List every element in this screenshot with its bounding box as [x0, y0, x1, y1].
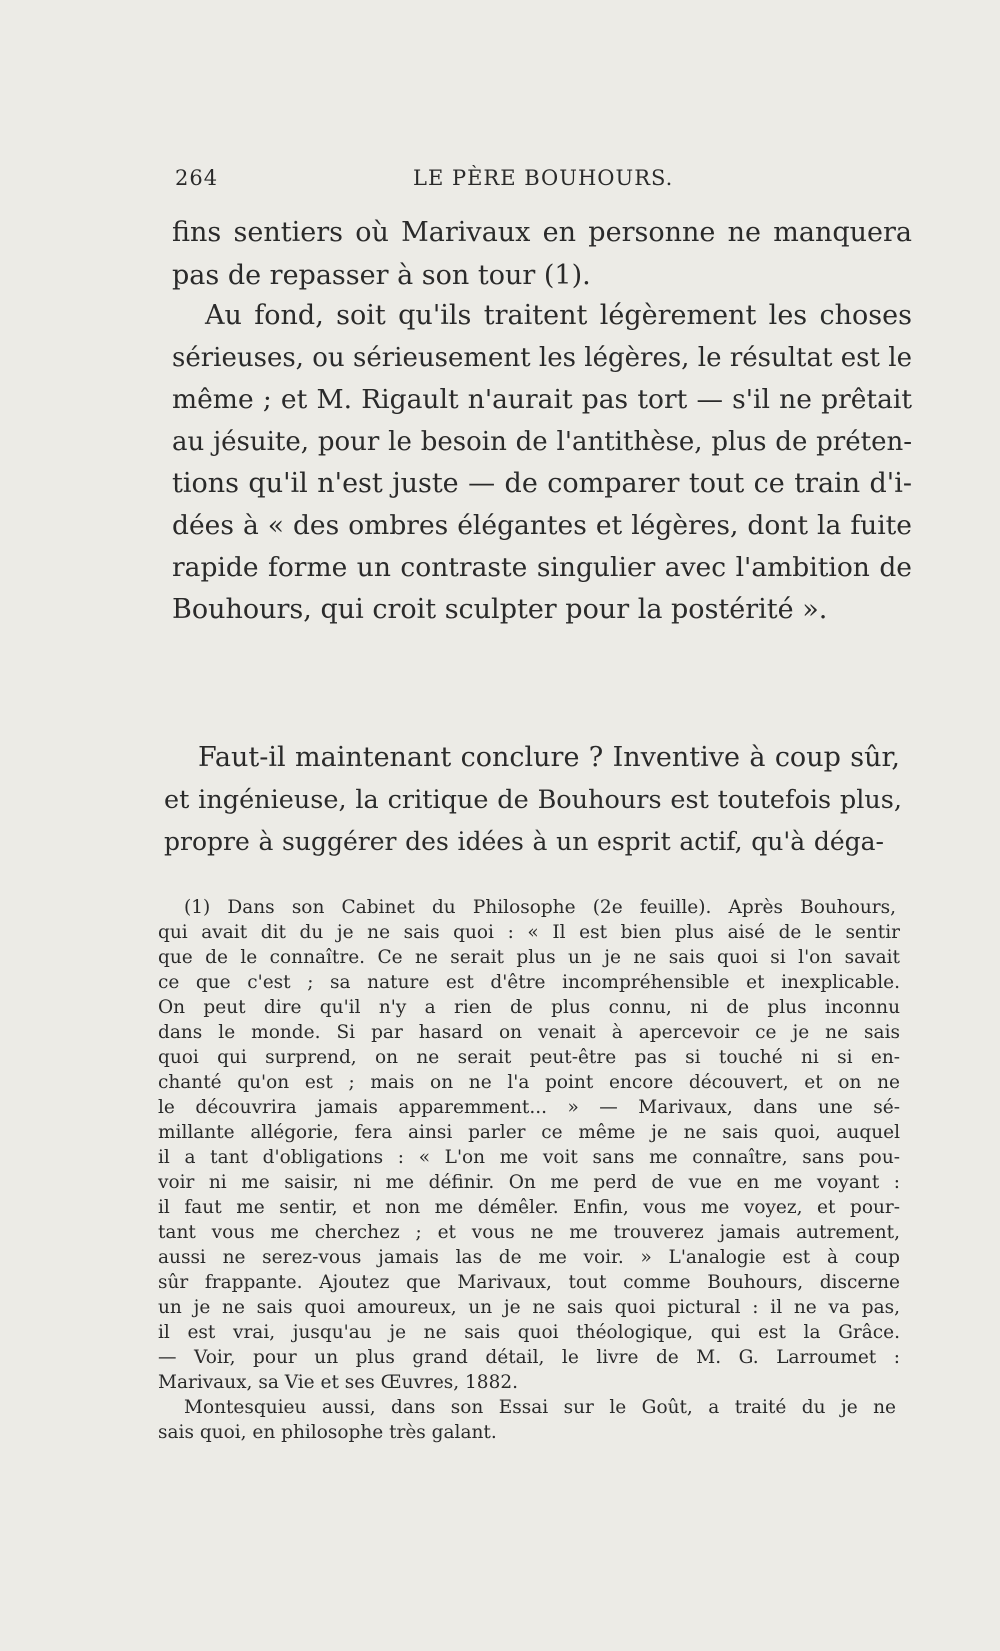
footnote-line: le découvrira jamais apparemment... » — Marivaux, dans une sé- — [158, 1097, 900, 1118]
body-line: dées à « des ombres élégantes et légères, dont la fuite — [172, 510, 912, 541]
footnote-line: Marivaux, sa Vie et ses Œuvres, 1882. — [158, 1372, 519, 1393]
footnote-line: qui avait dit du je ne sais quoi : « Il est bien plus aisé de le sentir — [158, 922, 900, 943]
footnote-line: il a tant d'obligations : « L'on me voit sans me connaître, sans pou- — [158, 1147, 900, 1168]
footnote-line: ce que c'est ; sa nature est d'être incompréhensible et inexplicable. — [158, 972, 900, 993]
footnote-line: Montesquieu aussi, dans son Essai sur le Goût, a traité du je ne — [184, 1397, 896, 1418]
body-line: et ingénieuse, la critique de Bouhours est toutefois plus, — [164, 785, 902, 815]
running-title: LE PÈRE BOUHOURS. — [413, 166, 674, 190]
footnote-line: aussi ne serez-vous jamais las de me voir. » L'analogie est à coup — [158, 1247, 900, 1268]
body-line: au jésuite, pour le besoin de l'antithèse, plus de préten- — [172, 427, 912, 457]
footnote-line: un je ne sais quoi amoureux, un je ne sais quoi pictural : il ne va pas, — [158, 1297, 900, 1318]
footnote-line: il est vrai, jusqu'au je ne sais quoi théologique, qui est la Grâce. — [158, 1322, 900, 1343]
footnote-line: On peut dire qu'il n'y a rien de plus connu, ni de plus inconnu — [158, 997, 900, 1018]
footnote-line: — Voir, pour un plus grand détail, le livre de M. G. Larroumet : — [158, 1347, 900, 1368]
body-line: propre à suggérer des idées à un esprit actif, qu'à déga- — [164, 827, 884, 856]
footnote-line: sûr frappante. Ajoutez que Marivaux, tout comme Bouhours, discerne — [158, 1272, 900, 1293]
body-line: rapide forme un contraste singulier avec l'ambition de — [172, 552, 912, 583]
page-number: 264 — [175, 166, 219, 190]
body-line: Faut-il maintenant conclure ? Inventive à coup sûr, — [198, 742, 900, 773]
body-line: Au fond, soit qu'ils traitent légèrement les choses — [205, 300, 912, 331]
body-line: pas de repasser à son tour (1). — [172, 260, 591, 291]
body-line: fins sentiers où Marivaux en personne ne manquera — [172, 217, 912, 248]
body-line: Bouhours, qui croit sculpter pour la postérité ». — [172, 594, 828, 625]
footnote-line: il faut me sentir, et non me démêler. Enfin, vous me voyez, et pour- — [158, 1197, 900, 1218]
footnote-line: sais quoi, en philosophe très galant. — [158, 1422, 497, 1443]
footnote-line: tant vous me cherchez ; et vous ne me trouverez jamais autrement, — [158, 1222, 900, 1243]
body-line: sérieuses, ou sérieusement les légères, le résultat est le — [172, 343, 912, 373]
body-line: tions qu'il n'est juste — de comparer tout ce train d'i- — [172, 468, 912, 499]
footnote-line: chanté qu'on est ; mais on ne l'a point encore découvert, et on ne — [158, 1072, 900, 1093]
footnote-line: millante allégorie, fera ainsi parler ce même je ne sais quoi, auquel — [158, 1122, 900, 1143]
footnote-line: que de le connaître. Ce ne serait plus un je ne sais quoi si l'on savait — [158, 947, 900, 968]
body-line: même ; et M. Rigault n'aurait pas tort — s'il ne prêtait — [172, 384, 912, 415]
footnote-line: (1) Dans son Cabinet du Philosophe (2e feuille). Après Bouhours, — [184, 897, 896, 918]
footnote-line: quoi qui surprend, on ne serait peut-être pas si touché ni si en- — [158, 1047, 900, 1068]
page-header — [175, 166, 913, 196]
footnote-line: dans le monde. Si par hasard on venait à apercevoir ce je ne sais — [158, 1022, 900, 1043]
footnote-line: voir ni me saisir, ni me définir. On me perd de vue en me voyant : — [158, 1172, 900, 1193]
